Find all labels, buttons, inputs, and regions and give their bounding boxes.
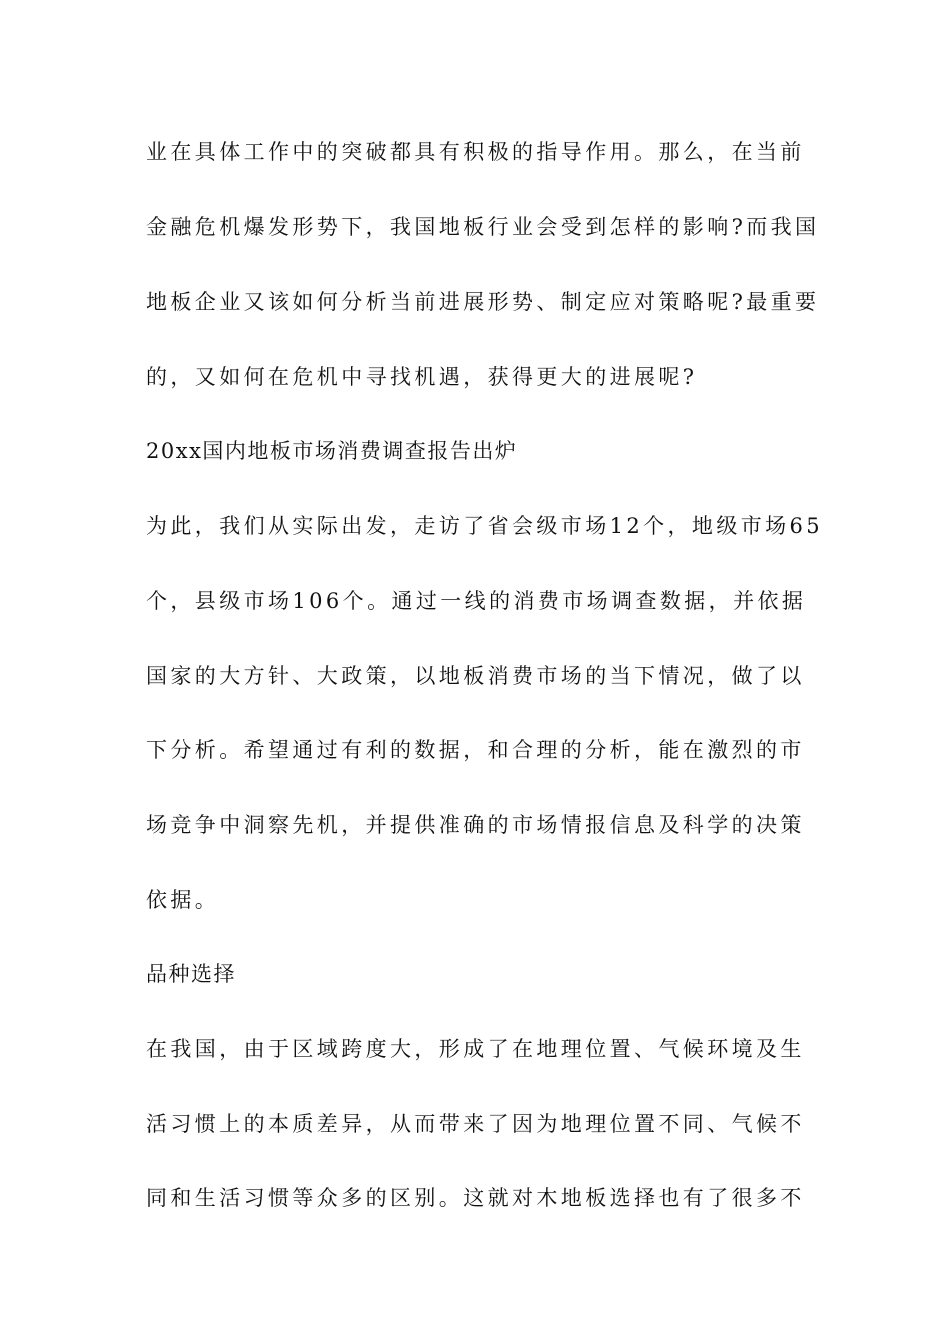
paragraph-2-line-5: 场竞争中洞察先机，并提供准确的市场情报信息及科学的决策 bbox=[146, 813, 805, 837]
paragraph-3-line-3: 同和生活习惯等众多的区别。这就对木地板选择也有了很多不 bbox=[146, 1186, 805, 1210]
paragraph-3-line-1: 在我国，由于区域跨度大，形成了在地理位置、气候环境及生 bbox=[146, 1037, 805, 1061]
paragraph-2-line-6: 依据。 bbox=[146, 888, 220, 912]
paragraph-2-line-4: 下分析。希望通过有利的数据，和合理的分析，能在激烈的市 bbox=[146, 738, 805, 762]
paragraph-1-line-3: 地板企业又该如何分析当前进展形势、制定应对策略呢?最重要 bbox=[146, 290, 820, 314]
section-heading-survey-report: 20xx国内地板市场消费调查报告出炉 bbox=[146, 439, 518, 463]
paragraph-1-line-4: 的，又如何在危机中寻找机遇，获得更大的进展呢? bbox=[146, 365, 698, 389]
paragraph-2-line-2: 个，县级市场106个。通过一线的消费市场调查数据，并依据 bbox=[146, 589, 807, 613]
paragraph-1-line-1: 业在具体工作中的突破都具有积极的指导作用。那么，在当前 bbox=[146, 140, 805, 164]
section-heading-variety-selection: 品种选择 bbox=[146, 962, 236, 986]
paragraph-3-line-2: 活习惯上的本质差异，从而带来了因为地理位置不同、气候不 bbox=[146, 1112, 805, 1136]
paragraph-2-line-3: 国家的大方针、大政策，以地板消费市场的当下情况，做了以 bbox=[146, 664, 805, 688]
paragraph-1-line-2: 金融危机爆发形势下，我国地板行业会受到怎样的影响?而我国 bbox=[146, 215, 820, 239]
paragraph-2-line-1: 为此，我们从实际出发，走访了省会级市场12个，地级市场65 bbox=[146, 514, 824, 538]
